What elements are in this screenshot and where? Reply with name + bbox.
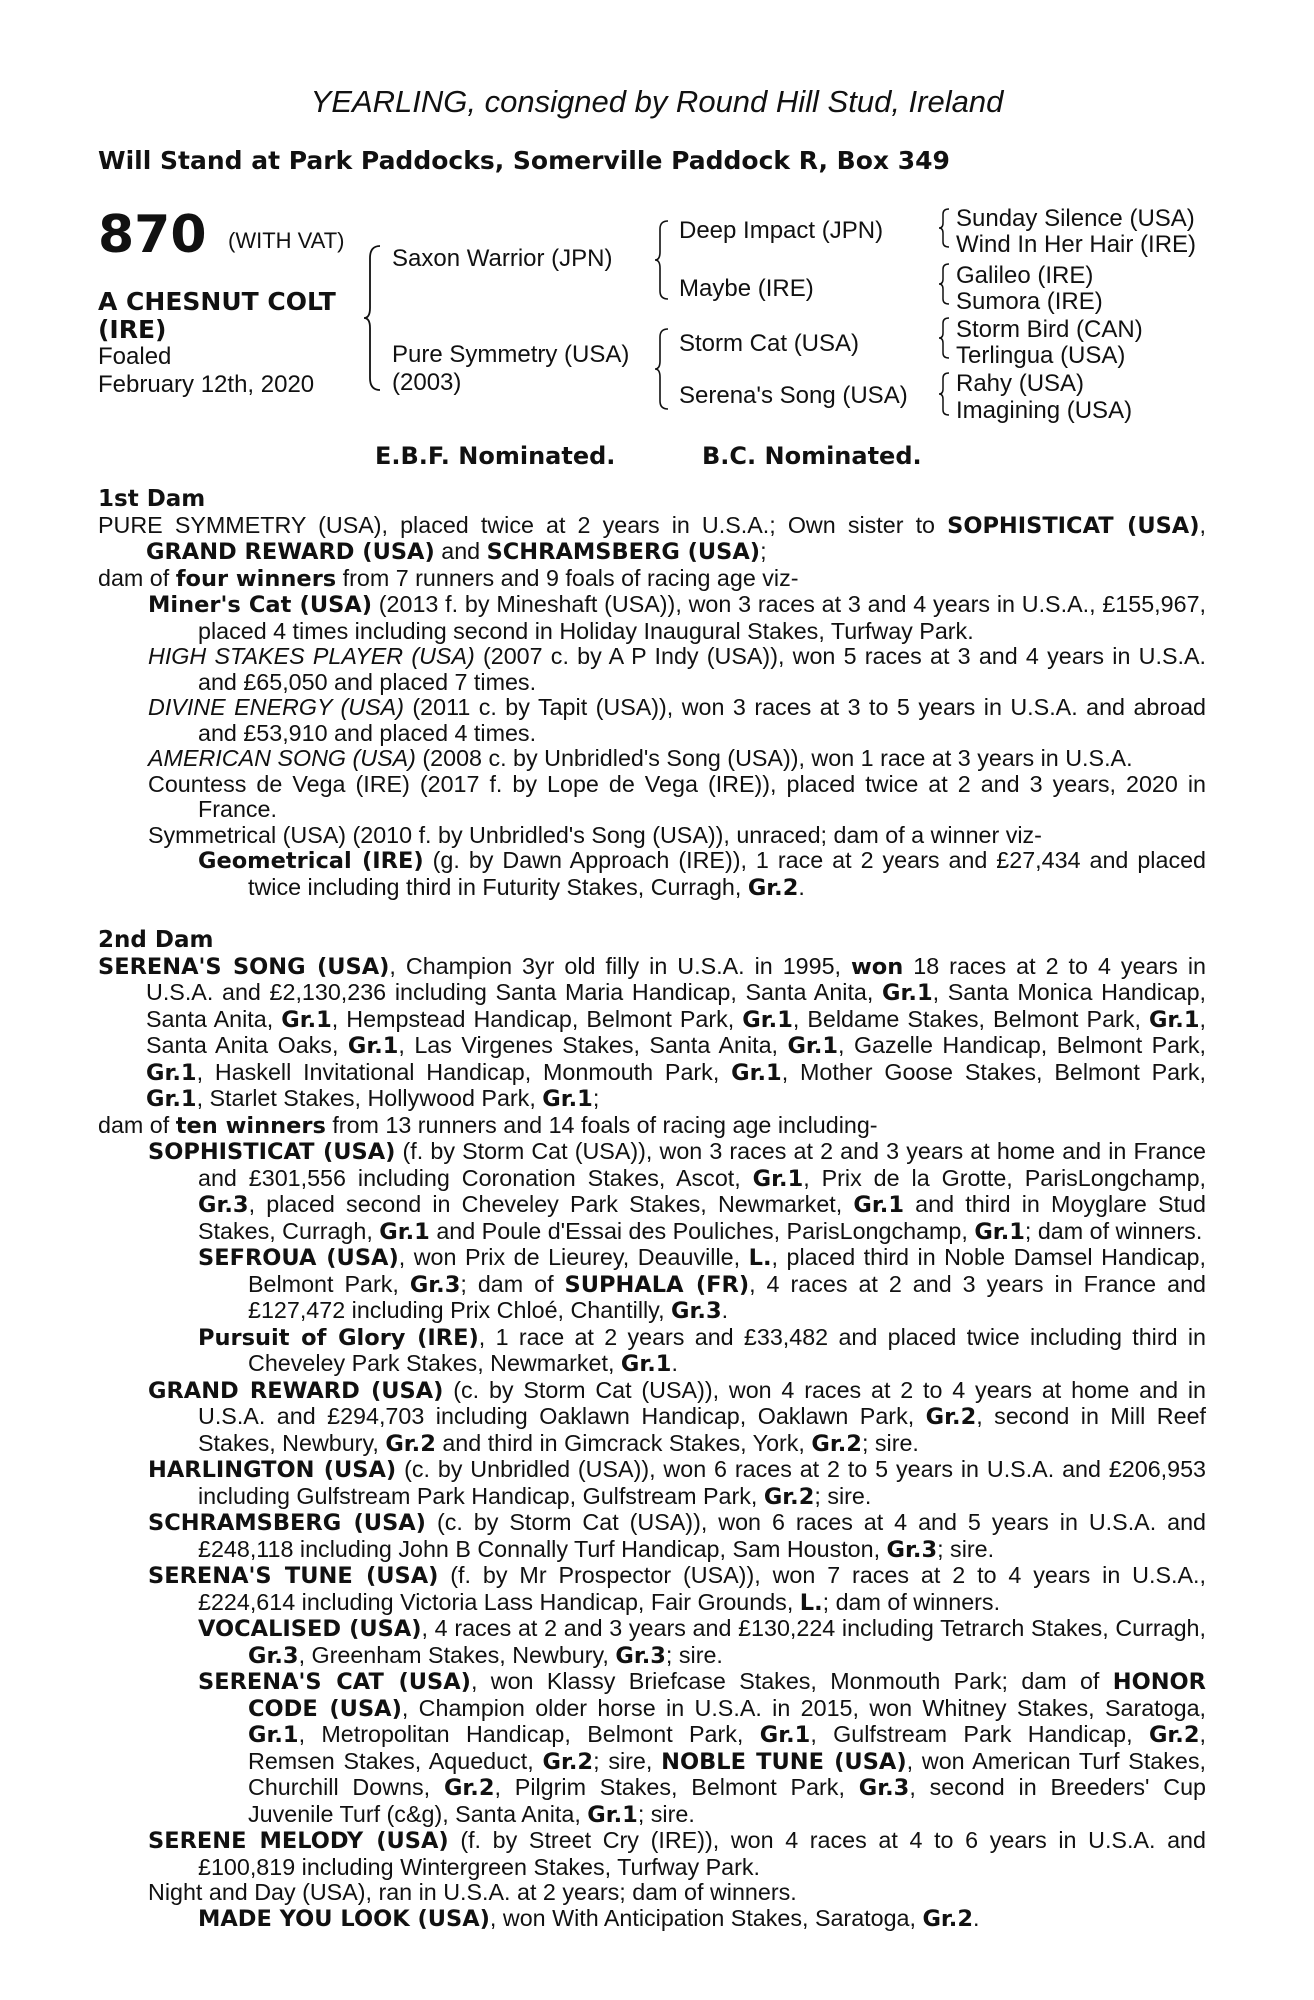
second-dam-produce [98, 1139, 1206, 1932]
second-dam-produce-entry: Night and Day (USA), ran in U.S.A. at 2 years; dam of winners. [148, 1879, 797, 1905]
first-dam-produce-entry: HIGH STAKES PLAYER (USA) (2007 c. by A P Indy (USA)), won 5 races at 3 and 4 years in U.S.A. and £65,050 and placed 7 times. [148, 643, 1206, 695]
first-dam-produce-entry: AMERICAN SONG (USA) (2008 c. by Unbridled's Song (USA)), won 1 race at 3 years in U.S.A. [148, 745, 1133, 771]
second-dam-produce-entry: VOCALISED (USA), 4 races at 2 and 3 years and £130,224 including Tetrarch Stakes, Curragh, Gr.3, Greenham Stakes, Newbury, Gr.3; sire. [198, 1615, 1206, 1669]
pedigree-brace-gg3 [938, 316, 952, 360]
lot-description [98, 288, 336, 344]
first-dam-produce-entry: Geometrical (IRE) (g. by Dawn Approach (IRE)), 1 race at 2 years and £27,434 and placed twice including third in Futurity Stakes, Curragh, Gr.2. [198, 847, 1207, 901]
pedigree-brace-gg2 [938, 262, 952, 306]
second-dam-dam-of: dam of ten winners from 13 runners and 14 foals of racing age including- [98, 1111, 878, 1139]
second-dam-produce-entry: SEFROUA (USA), won Prix de Lieurey, Deauville, L., placed third in Noble Damsel Handicap, Belmont Park, Gr.3; dam of SUPHALA (FR), 4 races at 2 and 3 years in France and £127,472 including Prix Chloé, Chantilly, Gr.3. [198, 1244, 1206, 1324]
stand-location: Will Stand at Park Paddocks, Somerville Paddock R, Box 349 [98, 146, 950, 175]
first-dam-produce-entry: DIVINE ENERGY (USA) (2011 c. by Tapit (USA)), won 3 races at 3 to 5 years in U.S.A. and abroad and £53,910 and placed 4 times. [148, 694, 1206, 746]
section-gap [98, 901, 1206, 928]
pedigree-gg-5: Storm Bird (CAN) [956, 316, 1143, 343]
pedigree-dam-year: (2003) [392, 369, 462, 396]
ebf-nominated: E.B.F. Nominated. [375, 442, 616, 470]
pedigree-brace-gg1 [938, 207, 952, 249]
lot-number: 870 [98, 205, 207, 265]
second-dam-heading: 2nd Dam [98, 927, 214, 953]
pedigree-gg-3: Galileo (IRE) [956, 262, 1094, 289]
dam-details [98, 487, 1206, 1932]
pedigree-brace-sire [654, 219, 672, 301]
second-dam-produce-entry: Pursuit of Glory (IRE), 1 race at 2 years and £33,482 and placed twice including third in Cheveley Park Stakes, Newmarket, Gr.1. [198, 1323, 1206, 1377]
first-dam-dam-of: dam of four winners from 7 runners and 9 foals of racing age viz- [98, 564, 799, 592]
pedigree-brace-gg4 [938, 371, 952, 417]
second-dam-produce-entry: SOPHISTICAT (USA) (f. by Storm Cat (USA)), won 3 races at 2 and 3 years at home and in France and £301,556 including Coronation Stakes, Ascot, Gr.1, Prix de la Grotte, ParisLongchamp, Gr.3, placed second in Cheveley Park Stakes, Newmarket, Gr.1 and third in Moyglare Stud Stakes, Curragh, Gr.1 and Poule d'Essai des Pouliches, ParisLongchamp, Gr.1; dam of winners. [148, 1138, 1207, 1245]
pedigree-dam-sire: Storm Cat (USA) [679, 330, 860, 357]
first-dam-produce [98, 592, 1206, 901]
pedigree-sire-dam: Maybe (IRE) [679, 275, 814, 302]
second-dam-text: SERENA'S SONG (USA), Champion 3yr old filly in U.S.A. in 1995, won 18 races at 2 to 4 years in U.S.A. and £2,130,236 including Santa Maria Handicap, Santa Anita, Gr.1, Santa Monica Handicap, Santa Anita, Gr.1, Hempstead Handicap, Belmont Park, Gr.1, Beldame Stakes, Belmont Park, Gr.1, Santa Anita Oaks, Gr.1, Las Virgenes Stakes, Santa Anita, Gr.1, Gazelle Handicap, Belmont Park, Gr.1, Haskell Invitational Handicap, Monmouth Park, Gr.1, Mother Goose Stakes, Belmont Park, Gr.1, Starlet Stakes, Hollywood Park, Gr.1; [98, 952, 1207, 1112]
second-dam-produce-entry: SERENA'S CAT (USA), won Klassy Briefcase Stakes, Monmouth Park; dam of HONOR CODE (USA), Champion older horse in U.S.A. in 2015, won Whitney Stakes, Saratoga, Gr.1, Metropolitan Handicap, Belmont Park, Gr.1, Gulfstream Park Handicap, Gr.2, Remsen Stakes, Aqueduct, Gr.2; sire, NOBLE TUNE (USA), won American Turf Stakes, Churchill Downs, Gr.2, Pilgrim Stakes, Belmont Park, Gr.3, second in Breeders' Cup Juvenile Turf (c&g), Santa Anita, Gr.1; sire. [198, 1668, 1206, 1828]
bc-nominated: B.C. Nominated. [702, 442, 922, 470]
pedigree-sire: Saxon Warrior (JPN) [392, 245, 613, 272]
pedigree-sire-sire: Deep Impact (JPN) [679, 217, 884, 244]
pedigree-brace-main [362, 244, 386, 392]
first-dam-produce-entry: Countess de Vega (IRE) (2017 f. by Lope de Vega (IRE)), placed twice at 2 and 3 years, 2020 in France. [148, 770, 1206, 822]
pedigree-gg-1: Sunday Silence (USA) [956, 205, 1195, 232]
first-dam-produce-entry: Miner's Cat (USA) (2013 f. by Mineshaft (USA)), won 3 races at 3 and 4 years in U.S.A., £155,967, placed 4 times including second in Holiday Inaugural Stakes, Turfway Park. [148, 591, 1206, 644]
vat-note: (WITH VAT) [228, 228, 345, 253]
pedigree-dam-dam: Serena's Song (USA) [679, 382, 908, 409]
foaled-info [98, 343, 314, 399]
pedigree-brace-dam [654, 327, 672, 411]
lot-description-line2: (IRE) [98, 315, 167, 344]
first-dam-produce-entry: Symmetrical (USA) (2010 f. by Unbridled's Song (USA)), unraced; dam of a winner viz- [148, 821, 1042, 848]
foaled-date: February 12th, 2020 [98, 371, 315, 398]
first-dam-heading: 1st Dam [98, 486, 206, 512]
pedigree-gg-6: Terlingua (USA) [956, 342, 1126, 369]
pedigree-gg-2: Wind In Her Hair (IRE) [956, 231, 1197, 258]
second-dam-produce-entry: SERENE MELODY (USA) (f. by Street Cry (IRE)), won 4 races at 4 to 6 years in U.S.A. and £100,819 including Wintergreen Stakes, Turfway Park. [148, 1827, 1206, 1880]
first-dam-text: PURE SYMMETRY (USA), placed twice at 2 years in U.S.A.; Own sister to SOPHISTICAT (USA), GRAND REWARD (USA) and SCHRAMSBERG (USA); [98, 511, 1206, 565]
pedigree-gg-7: Rahy (USA) [956, 370, 1085, 397]
pedigree-gg-8: Imagining (USA) [956, 397, 1133, 424]
second-dam-produce-entry: SCHRAMSBERG (USA) (c. by Storm Cat (USA)), won 6 races at 4 and 5 years in U.S.A. and £248,118 including John B Connally Turf Handicap, Sam Houston, Gr.3; sire. [148, 1509, 1207, 1563]
second-dam-produce-entry: GRAND REWARD (USA) (c. by Storm Cat (USA)), won 4 races at 2 to 4 years at home and in U.S.A. and £294,703 including Oaklawn Handicap, Oaklawn Park, Gr.2, second in Mill Reef Stakes, Newbury, Gr.2 and third in Gimcrack Stakes, York, Gr.2; sire. [148, 1376, 1206, 1457]
second-dam-produce-entry: HARLINGTON (USA) (c. by Unbridled (USA)), won 6 races at 2 to 5 years in U.S.A. and £206,953 including Gulfstream Park Handicap, Gulfstream Park, Gr.2; sire. [148, 1456, 1206, 1510]
foaled-label: Foaled [98, 343, 172, 370]
lot-description-line1: A CHESNUT COLT [98, 287, 336, 316]
second-dam-produce-entry: SERENA'S TUNE (USA) (f. by Mr Prospector (USA)), won 7 races at 2 to 4 years in U.S.A., £224,614 including Victoria Lass Handicap, Fair Grounds, L.; dam of winners. [148, 1562, 1206, 1616]
pedigree-gg-4: Sumora (IRE) [956, 288, 1103, 315]
second-dam-produce-entry: MADE YOU LOOK (USA), won With Anticipation Stakes, Saratoga, Gr.2. [198, 1904, 980, 1932]
page-title: YEARLING, consigned by Round Hill Stud, Ireland [310, 84, 1004, 119]
pedigree-dam: Pure Symmetry (USA) [392, 341, 630, 368]
